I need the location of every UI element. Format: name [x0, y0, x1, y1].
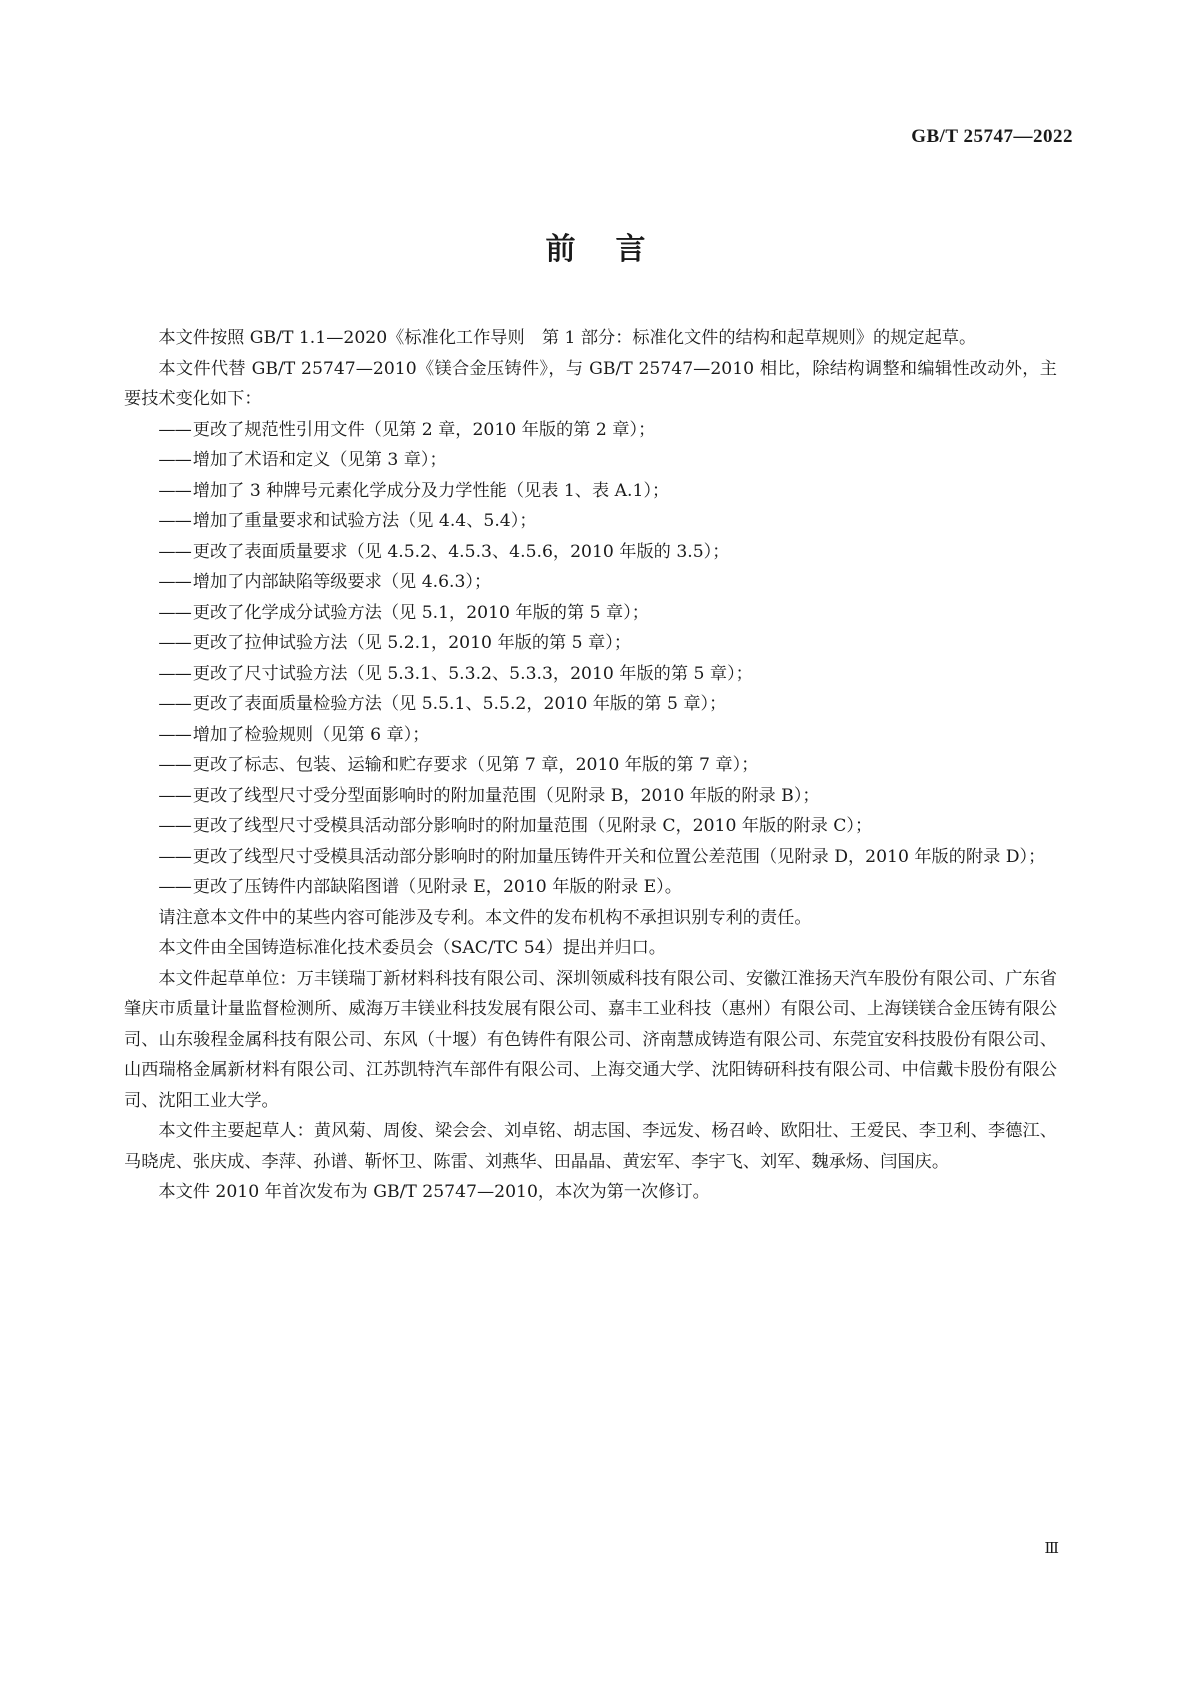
list-item-text: 增加了 3 种牌号元素化学成分及力学性能（见表 1、表 A.1）；	[192, 480, 670, 501]
dash: ——	[158, 755, 191, 775]
dash: ——	[158, 419, 191, 440]
dash: ——	[158, 633, 191, 653]
list-item	[124, 415, 1057, 446]
dash: ——	[158, 602, 191, 623]
dash: ——	[158, 785, 191, 806]
list-item	[124, 781, 1057, 812]
list-item-text: 更改了线型尺寸受模具活动部分影响时的附加量范围（见附录 C，2010 年版的附录 C）；	[192, 816, 873, 836]
list-item-text: 增加了检验规则（见第 6 章）；	[192, 724, 430, 745]
paragraph-replacement: 本文件代替 GB/T 25747—2010《镁合金压铸件》，与 GB/T 25747—2010 相比，除结构调整和编辑性改动外，主要技术变化如下：	[124, 358, 1057, 409]
paragraph-proposer: 本文件由全国铸造标准化技术委员会（SAC/TC 54）提出并归口。	[158, 938, 666, 958]
list-item-text: 更改了表面质量检验方法（见 5.5.1、5.5.2，2010 年版的第 5 章）；	[192, 694, 727, 714]
dash: ——	[158, 694, 191, 714]
page-number: Ⅲ	[1044, 1541, 1060, 1557]
paragraph-patent-notice: 请注意本文件中的某些内容可能涉及专利。本文件的发布机构不承担识别专利的责任。	[158, 907, 812, 928]
list-item	[124, 811, 1057, 842]
list-item	[124, 476, 1057, 507]
dash: ——	[158, 724, 191, 745]
paragraph-history: 本文件 2010 年首次发布为 GB/T 25747—2010，本次为第一次修订。	[158, 1182, 710, 1202]
page-title: 前言	[545, 232, 686, 267]
list-item	[124, 842, 1057, 873]
document-body	[124, 323, 1057, 1208]
list-item-text: 更改了压铸件内部缺陷图谱（见附录 E，2010 年版的附录 E）。	[192, 877, 682, 897]
list-item	[124, 720, 1057, 751]
list-item	[124, 445, 1057, 476]
dash: ——	[158, 480, 191, 501]
list-item	[124, 689, 1057, 720]
paragraph-basis: 本文件按照 GB/T 1.1—2020《标准化工作导则 第 1 部分：标准化文件的结构和起草规则》的规定起草。	[158, 328, 977, 348]
dash: ——	[158, 877, 191, 897]
list-item	[124, 506, 1057, 537]
list-item-text: 更改了尺寸试验方法（见 5.3.1、5.3.2、5.3.3，2010 年版的第 5 章）；	[192, 663, 753, 684]
list-item-text: 增加了重量要求和试验方法（见 4.4、5.4）；	[192, 511, 537, 531]
list-item-text: 增加了术语和定义（见第 3 章）；	[192, 450, 447, 470]
list-item-text: 更改了拉伸试验方法（见 5.2.1，2010 年版的第 5 章）；	[192, 633, 632, 653]
list-item	[124, 750, 1057, 781]
list-item-text: 更改了化学成分试验方法（见 5.1，2010 年版的第 5 章）；	[192, 602, 649, 623]
list-item	[124, 537, 1057, 568]
dash: ——	[158, 450, 191, 470]
list-item-text: 更改了规范性引用文件（见第 2 章，2010 年版的第 2 章）；	[192, 419, 656, 440]
paragraph-drafters: 本文件主要起草人：黄风菊、周俊、梁会会、刘卓铭、胡志国、李远发、杨召岭、欧阳壮、王爱民、李卫利、李德江、马晓虎、张庆成、李萍、孙谱、靳怀卫、陈雷、刘燕华、田晶晶、黄宏军、李宇飞、刘军、魏承炀、闫国庆。	[124, 1121, 1057, 1172]
list-item	[124, 872, 1057, 903]
dash: ——	[158, 816, 191, 836]
list-item	[124, 659, 1057, 690]
list-item	[124, 628, 1057, 659]
standard-code: GB/T 25747—2022	[911, 126, 1073, 147]
list-item-text: 更改了标志、包装、运输和贮存要求（见第 7 章，2010 年版的第 7 章）；	[192, 755, 759, 775]
dash: ——	[158, 572, 191, 592]
dash: ——	[158, 846, 191, 867]
list-item	[124, 598, 1057, 629]
dash: ——	[158, 541, 191, 562]
list-item-text: 更改了线型尺寸受分型面影响时的附加量范围（见附录 B，2010 年版的附录 B）；	[192, 785, 820, 806]
list-item-text: 增加了内部缺陷等级要求（见 4.6.3）；	[192, 572, 492, 592]
list-item-text: 更改了表面质量要求（见 4.5.2、4.5.3、4.5.6，2010 年版的 3.5）；	[192, 541, 730, 562]
list-item-text: 更改了线型尺寸受模具活动部分影响时的附加量压铸件开关和位置公差范围（见附录 D，2010 年版的附录 D）；	[192, 846, 1046, 867]
changes-list	[124, 415, 1057, 903]
dash: ——	[158, 663, 191, 684]
list-item	[124, 567, 1057, 598]
paragraph-drafting-units: 本文件起草单位：万丰镁瑞丁新材料科技有限公司、深圳领威科技有限公司、安徽江淮扬天汽车股份有限公司、广东省肇庆市质量计量监督检测所、威海万丰镁业科技发展有限公司、嘉丰工业科技（惠州）有限公司、上海镁镁合金压铸有限公司、山东骏程金属科技有限公司、东风（十堰）有色铸件有限公司、济南慧成铸造有限公司、东莞宜安科技股份有限公司、山西瑞格金属新材料有限公司、江苏凯特汽车部件有限公司、上海交通大学、沈阳铸研科技有限公司、中信戴卡股份有限公司、沈阳工业大学。	[124, 968, 1057, 1111]
dash: ——	[158, 511, 191, 531]
